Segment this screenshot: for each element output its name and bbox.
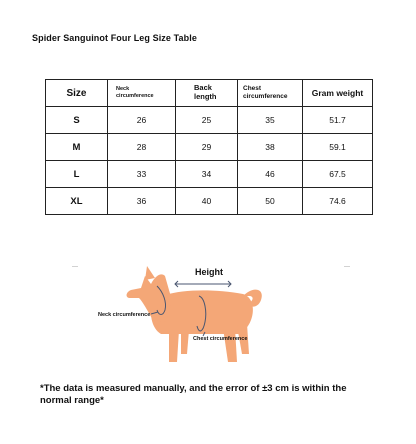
cell-size: M (46, 134, 108, 161)
cell-size: L (46, 161, 108, 188)
divider-mark-right: — (344, 264, 350, 270)
header-back (176, 80, 238, 107)
header-size: Size (46, 80, 108, 107)
header-neck-line1: Neck (116, 85, 130, 92)
neck-circumference-label: Neck circumference (98, 312, 151, 318)
cell-neck: 36 (108, 188, 176, 215)
cell-neck: 28 (108, 134, 176, 161)
header-back-line2: length (194, 92, 217, 101)
size-table (45, 79, 373, 215)
measurement-footnote: *The data is measured manually, and the error of ±3 cm is within the normal range* (40, 383, 347, 407)
header-back-line1: Back (194, 83, 212, 93)
header-gram: Gram weight (303, 80, 373, 107)
cell-chest: 35 (238, 107, 303, 134)
cell-neck: 26 (108, 107, 176, 134)
dog-silhouette-icon (95, 262, 285, 374)
cell-chest: 46 (238, 161, 303, 188)
header-neck (108, 80, 176, 107)
chest-circumference-label: Chest circumference (193, 336, 248, 342)
cell-chest: 50 (238, 188, 303, 215)
cell-back: 25 (176, 107, 238, 134)
table-row (46, 107, 373, 134)
cell-size: XL (46, 188, 108, 215)
header-chest-line2: circumference (243, 93, 288, 100)
height-label: Height (195, 267, 223, 277)
divider-mark-left: — (72, 264, 78, 270)
cell-gram: 51.7 (303, 107, 373, 134)
table-row (46, 188, 373, 215)
cell-gram: 67.5 (303, 161, 373, 188)
dog-measurement-diagram (95, 262, 285, 374)
header-neck-line2: circumference (116, 93, 154, 99)
header-chest (238, 80, 303, 107)
table-header-row (46, 80, 373, 107)
header-chest-line1: Chest (243, 84, 262, 92)
cell-size: S (46, 107, 108, 134)
cell-back: 34 (176, 161, 238, 188)
cell-back: 29 (176, 134, 238, 161)
table-row (46, 161, 373, 188)
cell-neck: 33 (108, 161, 176, 188)
cell-gram: 59.1 (303, 134, 373, 161)
cell-chest: 38 (238, 134, 303, 161)
table-row (46, 134, 373, 161)
cell-back: 40 (176, 188, 238, 215)
page-title: Spider Sanguinot Four Leg Size Table (32, 33, 197, 43)
cell-gram: 74.6 (303, 188, 373, 215)
